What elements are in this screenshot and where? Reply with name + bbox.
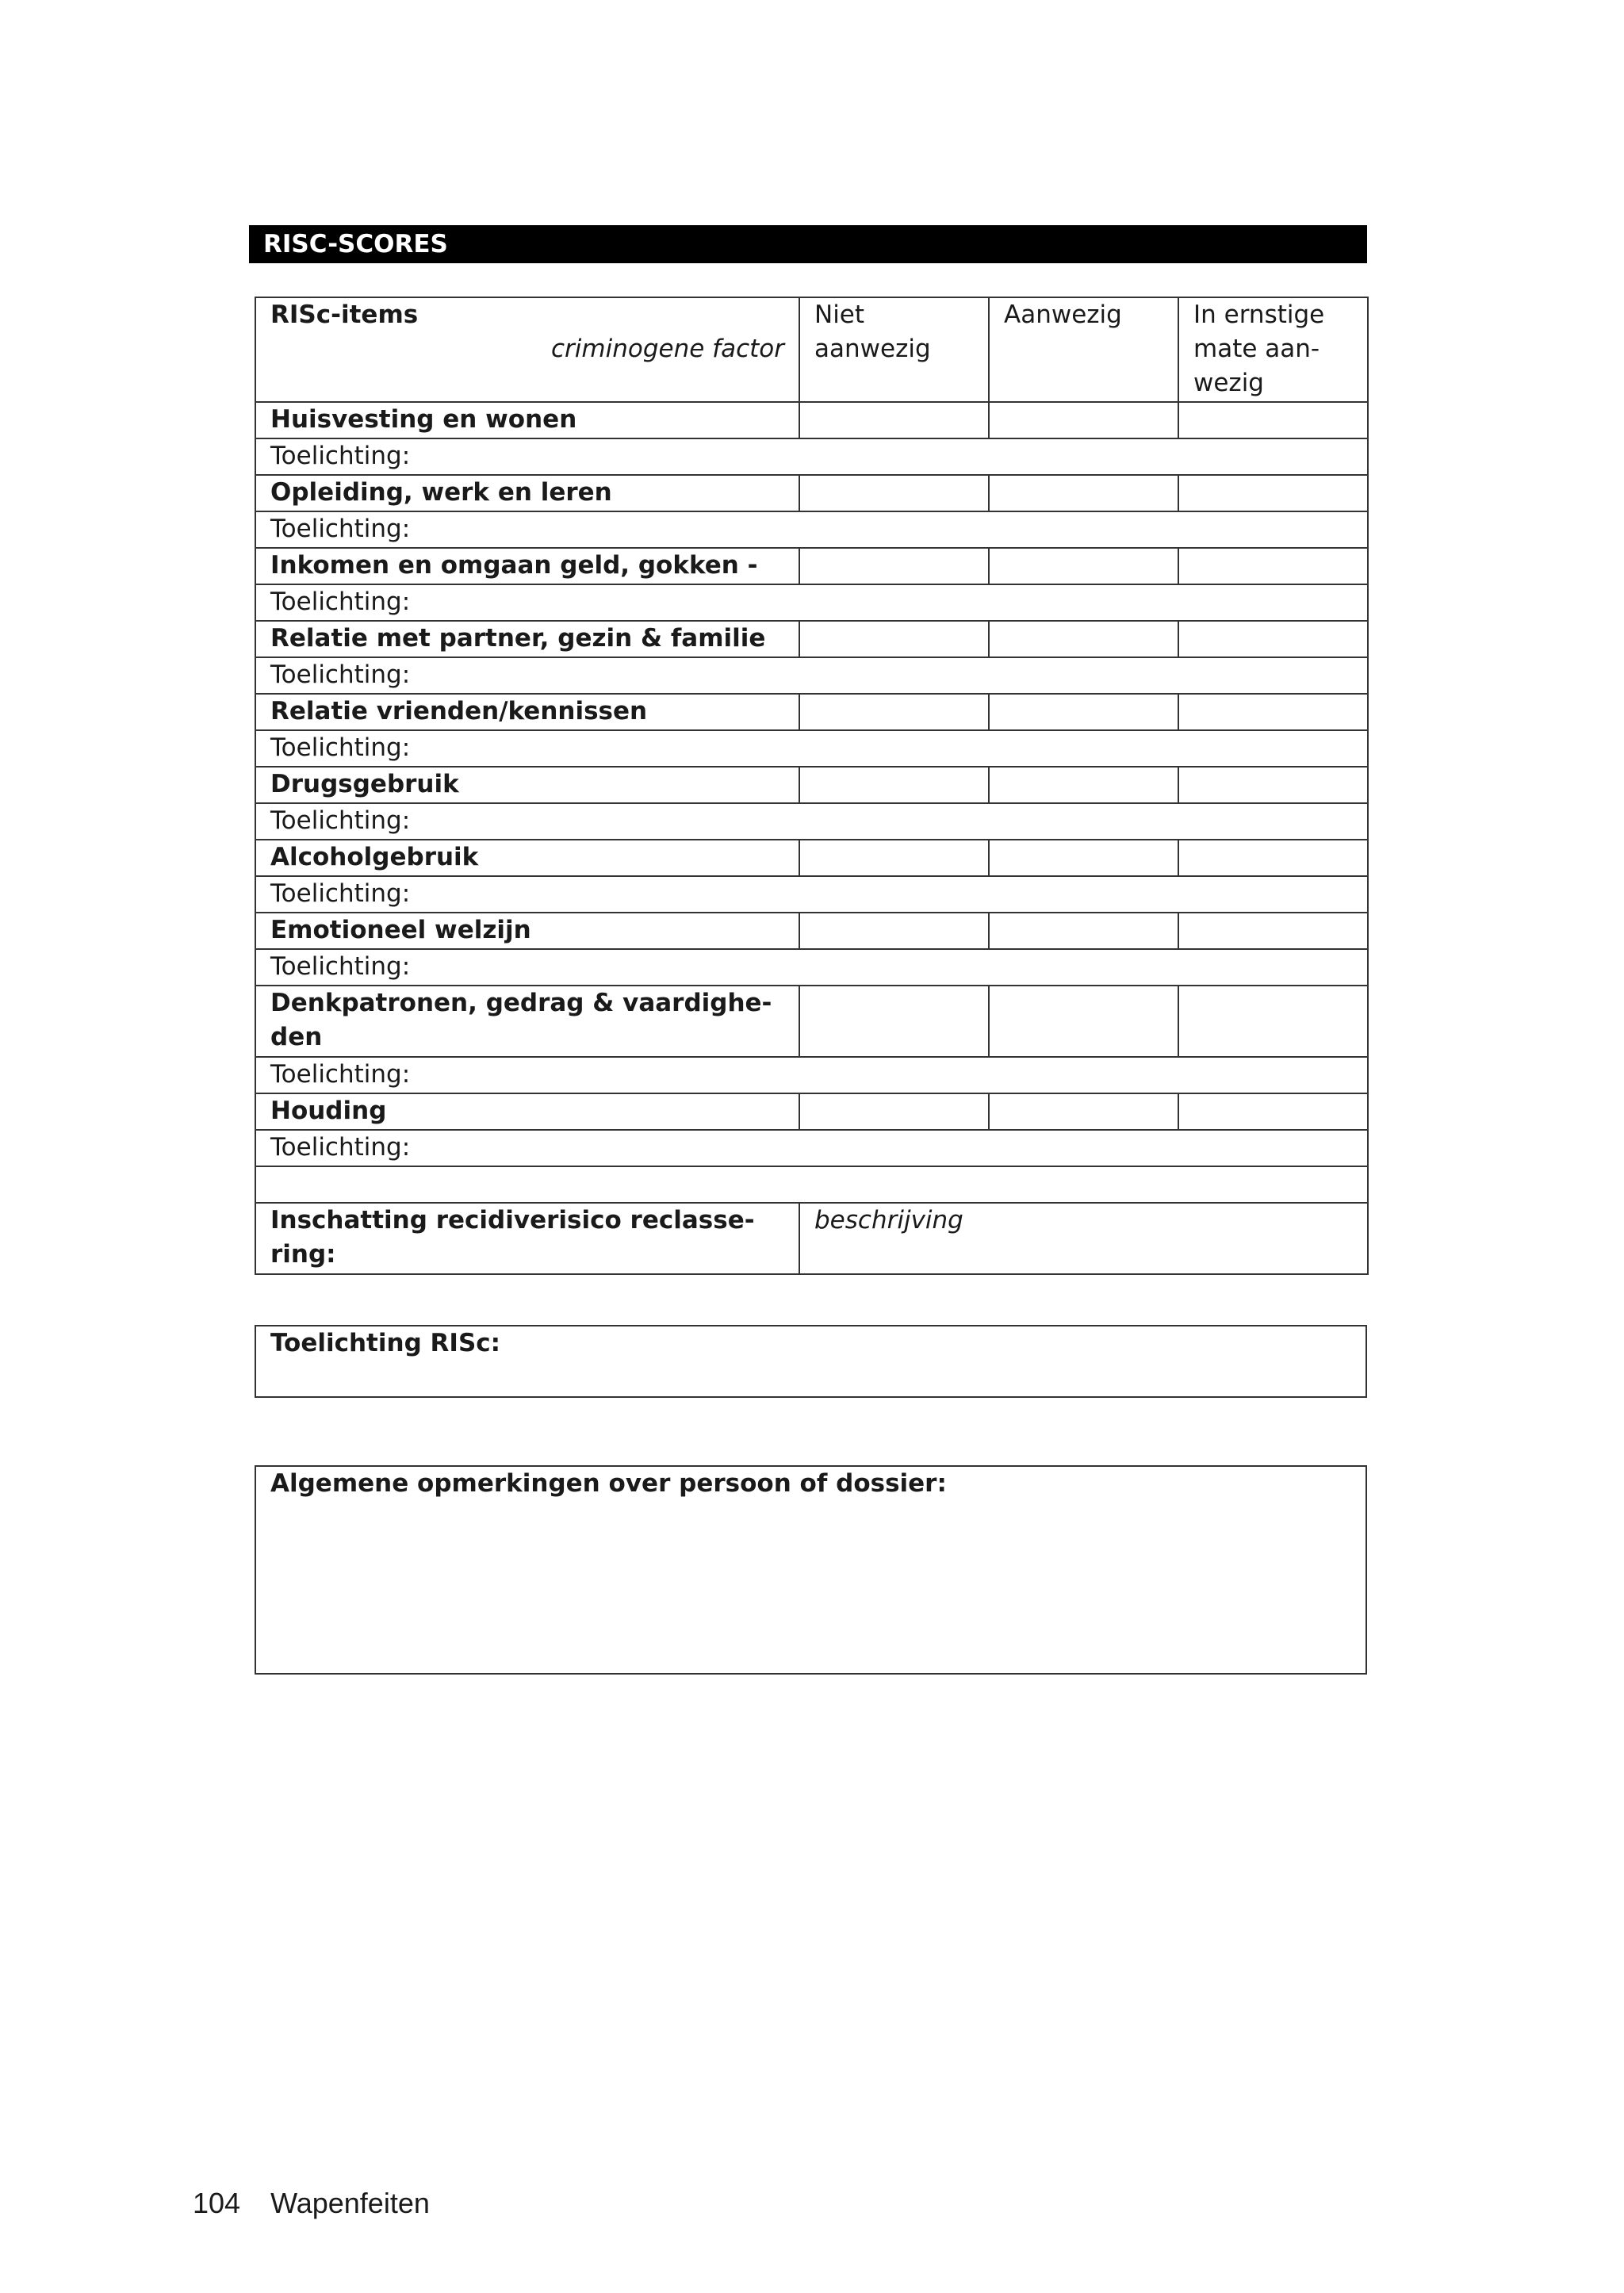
item-label-line1: Denkpatronen, gedrag & vaardighe-	[270, 989, 772, 1017]
item-label: Relatie vrienden/kennissen	[255, 694, 799, 730]
item-label	[255, 986, 799, 1057]
toelichting-risc-box	[255, 1325, 1367, 1398]
note-row	[255, 1057, 1368, 1093]
recidive-row	[255, 1203, 1368, 1274]
header-criminogene-factor: criminogene factor	[551, 335, 784, 363]
score-cell-niet-aanwezig[interactable]	[799, 1093, 989, 1130]
score-cell-niet-aanwezig[interactable]	[799, 694, 989, 730]
score-cell-niet-aanwezig[interactable]	[799, 621, 989, 657]
toelichting-field[interactable]: Toelichting:	[255, 1130, 1368, 1166]
score-cell-niet-aanwezig[interactable]	[799, 767, 989, 803]
header-ernstig	[1178, 297, 1368, 402]
header-aanwezig: Aanwezig	[989, 297, 1178, 402]
blank-cell	[255, 1166, 1368, 1203]
score-cell-aanwezig[interactable]	[989, 548, 1178, 584]
score-cell-aanwezig[interactable]	[989, 986, 1178, 1057]
note-row	[255, 511, 1368, 548]
score-cell-aanwezig[interactable]	[989, 767, 1178, 803]
page-footer	[193, 2187, 430, 2220]
section-title: RISC-SCORES	[249, 225, 1367, 263]
note-row	[255, 949, 1368, 986]
score-cell-aanwezig[interactable]	[989, 475, 1178, 511]
score-cell-ernstig[interactable]	[1178, 694, 1368, 730]
item-row	[255, 548, 1368, 584]
score-cell-ernstig[interactable]	[1178, 475, 1368, 511]
toelichting-field[interactable]: Toelichting:	[255, 511, 1368, 548]
score-cell-niet-aanwezig[interactable]	[799, 840, 989, 876]
item-label: Relatie met partner, gezin & familie	[255, 621, 799, 657]
header-risc-items-title: RISc-items	[270, 301, 419, 329]
item-label: Inkomen en omgaan geld, gokken -	[255, 548, 799, 584]
score-cell-aanwezig[interactable]	[989, 621, 1178, 657]
toelichting-field[interactable]: Toelichting:	[255, 730, 1368, 767]
toelichting-field[interactable]: Toelichting:	[255, 876, 1368, 913]
score-cell-aanwezig[interactable]	[989, 840, 1178, 876]
risc-scores-table	[255, 297, 1369, 1275]
item-row	[255, 767, 1368, 803]
score-cell-ernstig[interactable]	[1178, 913, 1368, 949]
score-cell-aanwezig[interactable]	[989, 402, 1178, 438]
item-row	[255, 986, 1368, 1057]
toelichting-risc-field[interactable]: Toelichting RISc:	[255, 1326, 1366, 1397]
header-ernstig-line1: In ernstige	[1193, 301, 1325, 329]
item-label: Emotioneel welzijn	[255, 913, 799, 949]
score-cell-ernstig[interactable]	[1178, 840, 1368, 876]
note-row	[255, 876, 1368, 913]
note-row	[255, 730, 1368, 767]
item-row	[255, 694, 1368, 730]
item-row	[255, 840, 1368, 876]
score-cell-aanwezig[interactable]	[989, 1093, 1178, 1130]
recidive-label-line1: Inschatting recidiverisico reclasse-	[270, 1206, 755, 1235]
header-niet-aanwezig	[799, 297, 989, 402]
toelichting-field[interactable]: Toelichting:	[255, 949, 1368, 986]
note-row	[255, 438, 1368, 475]
score-cell-niet-aanwezig[interactable]	[799, 986, 989, 1057]
score-cell-aanwezig[interactable]	[989, 694, 1178, 730]
item-row	[255, 402, 1368, 438]
score-cell-ernstig[interactable]	[1178, 767, 1368, 803]
recidive-label-line2: ring:	[270, 1240, 336, 1269]
recidive-label	[255, 1203, 799, 1274]
score-cell-niet-aanwezig[interactable]	[799, 548, 989, 584]
note-row	[255, 1130, 1368, 1166]
item-row	[255, 475, 1368, 511]
score-cell-ernstig[interactable]	[1178, 986, 1368, 1057]
item-row	[255, 913, 1368, 949]
score-cell-aanwezig[interactable]	[989, 913, 1178, 949]
header-risc-items	[255, 297, 799, 402]
toelichting-field[interactable]: Toelichting:	[255, 1057, 1368, 1093]
score-cell-niet-aanwezig[interactable]	[799, 402, 989, 438]
book-title: Wapenfeiten	[270, 2187, 430, 2219]
item-label: Drugsgebruik	[255, 767, 799, 803]
toelichting-field[interactable]: Toelichting:	[255, 657, 1368, 694]
opmerkingen-box	[255, 1465, 1367, 1675]
note-row	[255, 803, 1368, 840]
note-row	[255, 657, 1368, 694]
item-row	[255, 1093, 1368, 1130]
header-niet-line1: Niet	[814, 301, 865, 329]
header-ernstig-line2: mate aan-	[1193, 335, 1320, 363]
header-niet-line2: aanwezig	[814, 335, 931, 363]
toelichting-field[interactable]: Toelichting:	[255, 438, 1368, 475]
item-label: Houding	[255, 1093, 799, 1130]
page-number: 104	[193, 2187, 241, 2219]
score-cell-niet-aanwezig[interactable]	[799, 475, 989, 511]
score-cell-ernstig[interactable]	[1178, 402, 1368, 438]
item-label: Huisvesting en wonen	[255, 402, 799, 438]
note-row	[255, 584, 1368, 621]
score-cell-niet-aanwezig[interactable]	[799, 913, 989, 949]
item-label-line2: den	[270, 1023, 323, 1051]
recidive-beschrijving-field[interactable]: beschrijving	[799, 1203, 1368, 1274]
item-label: Alcoholgebruik	[255, 840, 799, 876]
item-label: Opleiding, werk en leren	[255, 475, 799, 511]
score-cell-ernstig[interactable]	[1178, 621, 1368, 657]
header-ernstig-line3: wezig	[1193, 369, 1264, 397]
item-row	[255, 621, 1368, 657]
score-cell-ernstig[interactable]	[1178, 1093, 1368, 1130]
toelichting-field[interactable]: Toelichting:	[255, 803, 1368, 840]
opmerkingen-field[interactable]: Algemene opmerkingen over persoon of dossier:	[255, 1466, 1366, 1674]
score-cell-ernstig[interactable]	[1178, 548, 1368, 584]
toelichting-field[interactable]: Toelichting:	[255, 584, 1368, 621]
table-header-row	[255, 297, 1368, 402]
blank-row	[255, 1166, 1368, 1203]
